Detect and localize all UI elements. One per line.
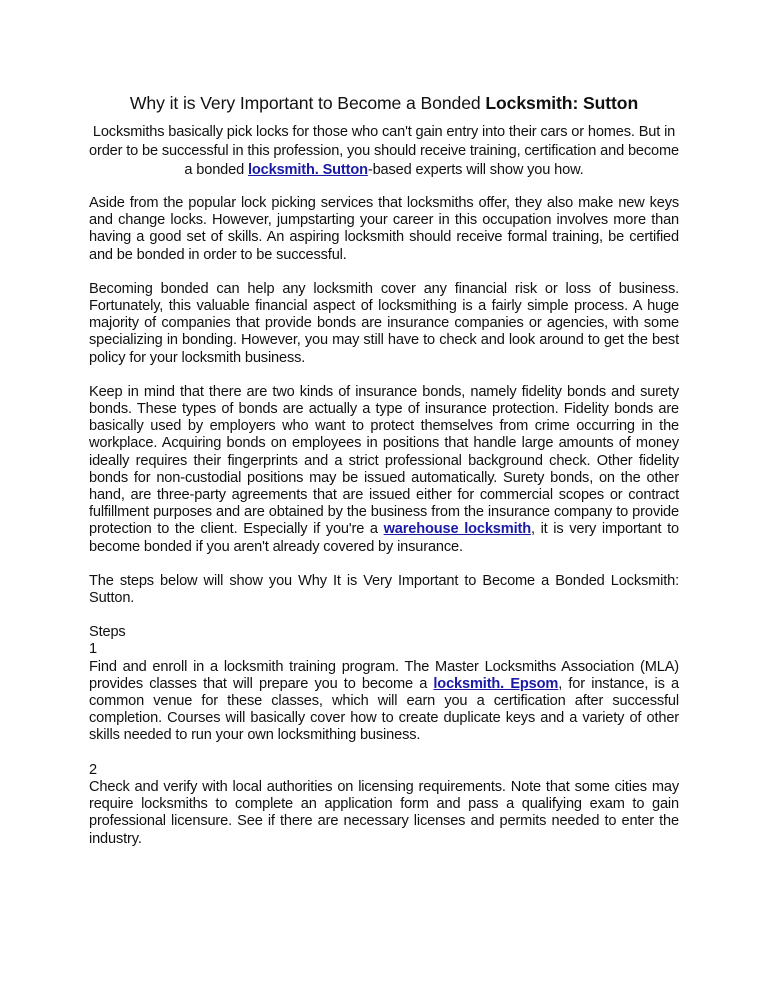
document-title [89,92,679,114]
step-1-number: 1 [89,641,97,658]
step-2-text: Check and verify with local authorities on licensing requirements. Note that some cities may require locksmiths to complete an application form and pass a qualifying exam to gain professional licensure. See if there are necessary licenses and permits needed to enter the industry. [89,778,679,847]
title-bold: Locksmith: Sutton [485,93,639,113]
paragraph-services: Aside from the popular lock picking services that locksmiths offer, they also make new keys and change locks. However, jumpstarting your career in this occupation involves more than having a good set of skills. An aspiring locksmith should receive formal training, be certified and be bonded in order to be successful. [89,195,679,263]
paragraph-bond-types [89,384,679,556]
step-2-number: 2 [89,761,97,778]
steps-heading: Steps [89,624,126,641]
title-prefix: Why it is Very Important to Become a Bonded [129,93,486,113]
step-1-text [89,659,679,745]
link-locksmith-sutton[interactable]: locksmith. Sutton [247,162,368,178]
intro-text-end: -based experts will show you how. [367,162,584,178]
paragraph-bonding: Becoming bonded can help any locksmith cover any financial risk or loss of business. Fortunately, this valuable financial aspect of locksmithing is a fairly simple process. A huge majority of companies that provide bonds are insurance companies or agencies, with some specializing in bonding. However, you may still have to check and look around to get the best policy for your locksmith business. [89,280,679,366]
link-warehouse-locksmith[interactable]: warehouse locksmith [383,521,531,538]
bond-types-text-start: Keep in mind that there are two kinds of insurance bonds, namely fidelity bonds and surety bonds. These types of bonds are actually a type of insurance protection. Fidelity bonds are basically used by employers who want to protect themselves from crime occurring in the workplace. Acquiring bonds on employees in positions that handle large amounts of money ideally requires their fingerprints and a strict professional background check. Other fidelity bonds for non-custodial positions may be issued automatically. Surety bonds, on the other hand, are three-party agreements that are issued either for commercial scopes or contract fulfillment purposes and are obtained by the business from the insurance company to provide protection to the client. Especially if you're a [89,383,679,538]
link-locksmith-epsom[interactable]: locksmith. Epsom [433,675,559,692]
step-1-text-start: Find and enroll in a locksmith training program. The Master Locksmiths Association (MLA) provides classes that will prepare you to become a [89,658,679,692]
intro-paragraph [89,123,679,180]
step-1-text-end: , for instance, is a common venue for these classes, which will earn you a certification after successful completion. Courses will basically cover how to create duplicate keys and a variety of other skills needed to run your own locksmithing business. [89,675,679,744]
document-page [89,92,679,865]
intro-text-start: Locksmiths basically pick locks for those who can't gain entry into their cars or homes. But in order to be successful in this profession, you should receive training, certification and become a bonded [89,124,679,178]
paragraph-steps-intro: The steps below will show you Why It is Very Important to Become a Bonded Locksmith: Sutton. [89,572,679,607]
bond-types-text-end: , it is very important to become bonded if you aren't already covered by insurance. [89,521,679,555]
